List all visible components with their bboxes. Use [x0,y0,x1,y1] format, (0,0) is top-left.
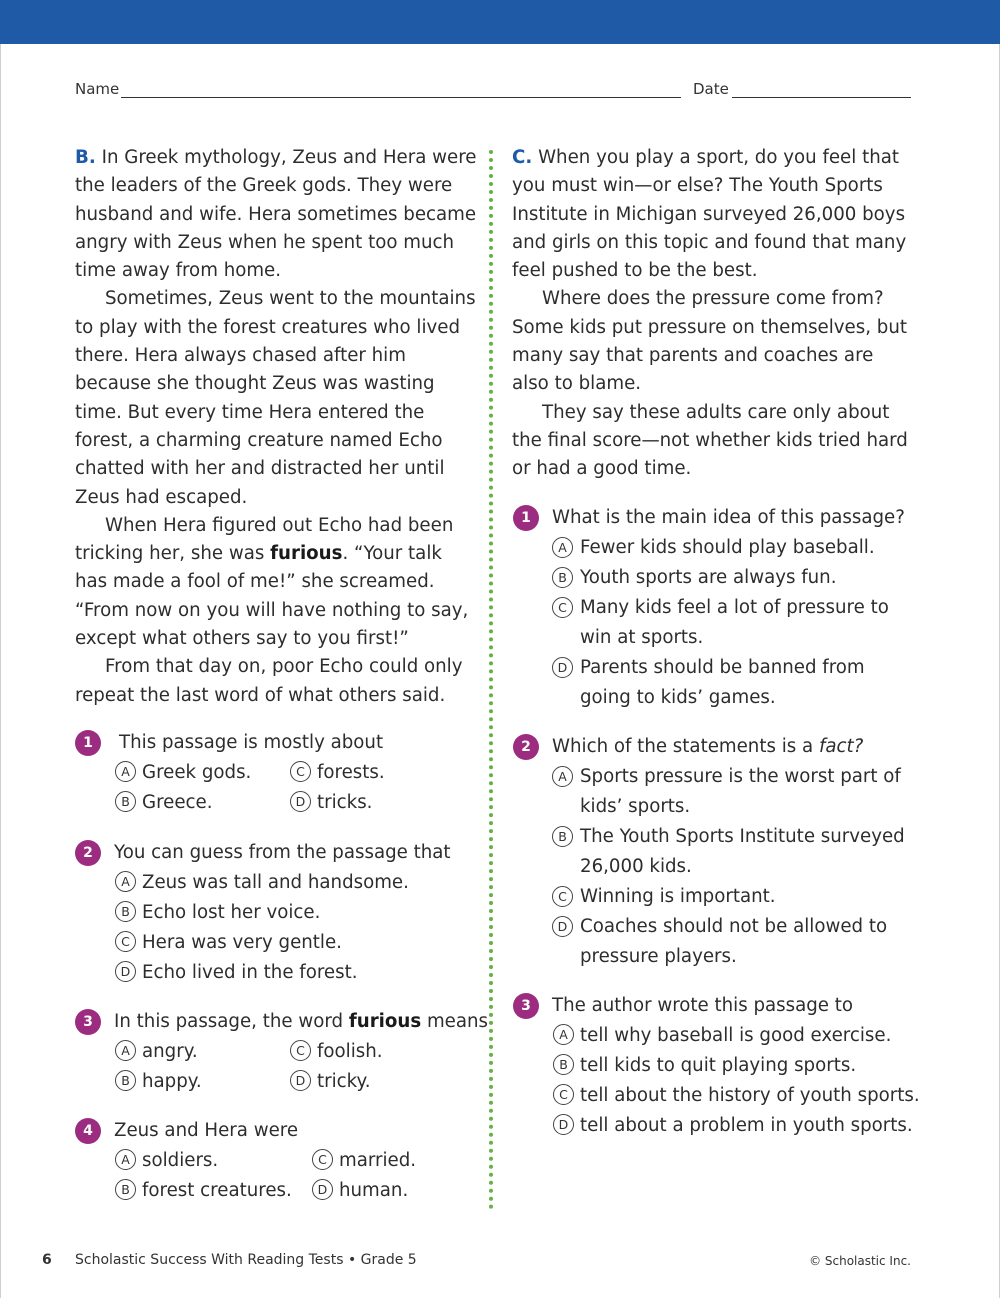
answer-option-c[interactable] [290,758,385,788]
question-number-badge: 3 [513,993,539,1019]
answer-option-b[interactable] [558,822,910,882]
section-letter-b: B. [75,147,96,168]
option-text: Many kids feel a lot of pressure to win at sports. [580,597,889,648]
option-text: tell kids to quit playing sports. [580,1055,857,1076]
passage-b [75,144,477,710]
question-stem: You can guess from the passage that [114,842,451,863]
option-text: Sports pressure is the worst part of kids’ sports. [580,766,901,817]
stem-italic: fact? [818,736,864,757]
option-text: tricky. [317,1071,371,1092]
bubble-b-icon: B [115,1179,136,1200]
answer-option-c[interactable] [558,882,920,912]
option-text: forest creatures. [142,1180,292,1201]
top-banner [0,0,1000,44]
bubble-b-icon: B [553,1054,574,1075]
stem-text: Which of the statements is a [552,736,819,757]
bubble-a-icon: A [115,761,136,782]
answer-option-d[interactable] [557,653,880,713]
option-text: angry. [142,1041,198,1062]
bubble-a-icon: A [552,766,573,787]
passage-c-paragraph-1 [512,144,912,285]
question-number-badge: 1 [75,730,101,756]
question-stem [114,1007,488,1037]
passage-b-text-3b: . “Your talk has made a fool of me!” she screamed. “From now on you will have nothing to say, except what others say to you first!” [75,543,469,650]
answer-option-d[interactable] [290,1067,371,1097]
option-text: The Youth Sports Institute surveyed 26,000 kids. [580,826,905,877]
answer-option-a[interactable] [115,868,409,898]
bubble-c-icon: C [290,761,311,782]
date-label: Date [693,80,729,98]
bubble-c-icon: C [552,597,573,618]
option-text: happy. [142,1071,202,1092]
bubble-a-icon: A [115,1040,136,1061]
answer-option-c[interactable] [115,928,342,958]
bubble-a-icon: A [115,1149,136,1170]
question-stem: Zeus and Hera were [114,1120,299,1141]
answer-option-d[interactable] [312,1176,408,1206]
answer-option-b[interactable] [115,1067,202,1097]
question-b3 [75,1007,489,1097]
option-text: Parents should be banned from going to kids’ games. [580,657,865,708]
answer-option-b[interactable] [115,898,320,928]
option-text: soldiers. [142,1150,219,1171]
passage-c-paragraph-3: They say these adults care only about the final score—not whether kids tried hard or had a good time. [512,401,908,480]
page-number: 6 [42,1252,52,1268]
question-c2 [513,732,913,972]
answer-option-c[interactable] [312,1146,416,1176]
question-stem: The author wrote this passage to [552,995,854,1016]
option-text: Greek gods. [142,762,252,783]
answer-option-a[interactable] [558,762,910,822]
bubble-c-icon: C [312,1149,333,1170]
option-text: Coaches should not be allowed to pressure players. [580,916,888,967]
vocab-word: furious [348,1011,422,1032]
answer-option-d[interactable] [115,958,358,988]
answer-option-a[interactable] [558,533,920,563]
option-text: Fewer kids should play baseball. [580,537,875,558]
answer-option-d[interactable] [290,788,372,818]
option-text: forests. [317,762,385,783]
option-text: tell about the history of youth sports. [580,1085,920,1106]
bubble-b-icon: B [552,567,573,588]
book-title: Scholastic Success With Reading Tests • Grade 5 [75,1252,417,1268]
stem-text: In this passage, the word [114,1011,349,1032]
option-text: Greece. [142,792,213,813]
bubble-c-icon: C [553,1084,574,1105]
answer-option-c[interactable] [553,1081,920,1111]
option-text: human. [339,1180,409,1201]
date-field[interactable] [732,97,911,98]
option-text: Youth sports are always fun. [580,567,837,588]
passage-b-paragraph-2: Sometimes, Zeus went to the mountains to play with the forest creatures who lived there. Hera always chased after him because she thought Zeus was wasting time. But every time Hera entered the forest, a charming creature named Echo chatted with her and distracted her until Zeus had escaped. [75,288,476,508]
bubble-b-icon: B [115,1070,136,1091]
bubble-d-icon: D [115,961,136,982]
bubble-d-icon: D [312,1179,333,1200]
answer-option-a[interactable] [553,1021,891,1051]
bubble-b-icon: B [552,826,573,847]
option-text: Echo lived in the forest. [142,962,358,983]
bubble-d-icon: D [552,916,573,937]
question-number-badge: 3 [75,1009,101,1035]
option-text: Hera was very gentle. [142,932,342,953]
option-text: married. [339,1150,417,1171]
question-b2 [75,838,475,988]
passage-b-paragraph-3 [75,512,477,653]
bubble-a-icon: A [552,537,573,558]
bubble-d-icon: D [290,791,311,812]
bubble-d-icon: D [290,1070,311,1091]
bubble-a-icon: A [553,1024,574,1045]
name-field[interactable] [121,97,681,98]
option-text: tell about a problem in youth sports. [580,1115,913,1136]
name-date-row [75,80,911,102]
answer-option-c[interactable] [558,593,898,653]
bubble-b-icon: B [115,901,136,922]
answer-option-c[interactable] [290,1037,383,1067]
answer-option-b[interactable] [115,1176,292,1206]
answer-option-a[interactable] [115,758,251,788]
section-letter-c: C. [512,147,533,168]
question-b1 [75,728,475,818]
passage-c-paragraph-2: Where does the pressure come from? Some kids put pressure on themselves, but many say that parents and coaches are also to blame. [512,288,907,395]
option-text: foolish. [317,1041,383,1062]
question-c3 [513,991,920,1141]
copyright: © Scholastic Inc. [809,1254,911,1268]
option-text: tell why baseball is good exercise. [580,1025,892,1046]
column-divider [489,150,493,1210]
option-text: Echo lost her voice. [142,902,321,923]
answer-option-b[interactable] [115,788,213,818]
question-stem: What is the main idea of this passage? [552,507,905,528]
answer-option-b[interactable] [558,563,920,593]
passage-b-text-3a: When Hera figured out Echo had been tricking her, she was [75,514,454,565]
bubble-c-icon: C [115,931,136,952]
bubble-b-icon: B [115,791,136,812]
passage-b-paragraph-4: From that day on, poor Echo could only repeat the last word of what others said. [75,656,463,706]
passage-b-paragraph-1 [75,144,477,285]
question-b4 [75,1116,475,1206]
option-text: Zeus was tall and handsome. [142,872,409,893]
question-number-badge: 2 [75,840,101,866]
bubble-a-icon: A [115,871,136,892]
question-number-badge: 1 [513,505,539,531]
vocab-word: furious [270,543,343,565]
question-stem: This passage is mostly about [119,732,384,753]
question-stem [552,732,863,762]
option-text: Winning is important. [580,886,776,907]
bubble-d-icon: D [552,657,573,678]
bubble-c-icon: C [290,1040,311,1061]
bubble-d-icon: D [553,1114,574,1135]
passage-b-text-1: In Greek mythology, Zeus and Hera were the leaders of the Greek gods. They were husband and wife. Hera sometimes became angry with Zeus when he spent too much time away from home. [75,147,477,282]
answer-option-a[interactable] [115,1037,198,1067]
passage-c-text-1: When you play a sport, do you feel that you must win—or else? The Youth Sports Institute in Michigan surveyed 26,000 boys and girls on this topic and found that many feel pushed to be the best. [512,147,907,282]
answer-option-d[interactable] [557,912,900,972]
answer-option-b[interactable] [553,1051,856,1081]
bubble-c-icon: C [552,886,573,907]
question-c1 [513,503,913,713]
stem-text: means [421,1011,489,1032]
option-text: tricks. [317,792,373,813]
passage-c [512,144,912,484]
question-number-badge: 2 [513,734,539,760]
name-label: Name [75,80,120,98]
answer-option-a[interactable] [115,1146,218,1176]
answer-option-d[interactable] [553,1111,913,1141]
question-number-badge: 4 [75,1118,101,1144]
